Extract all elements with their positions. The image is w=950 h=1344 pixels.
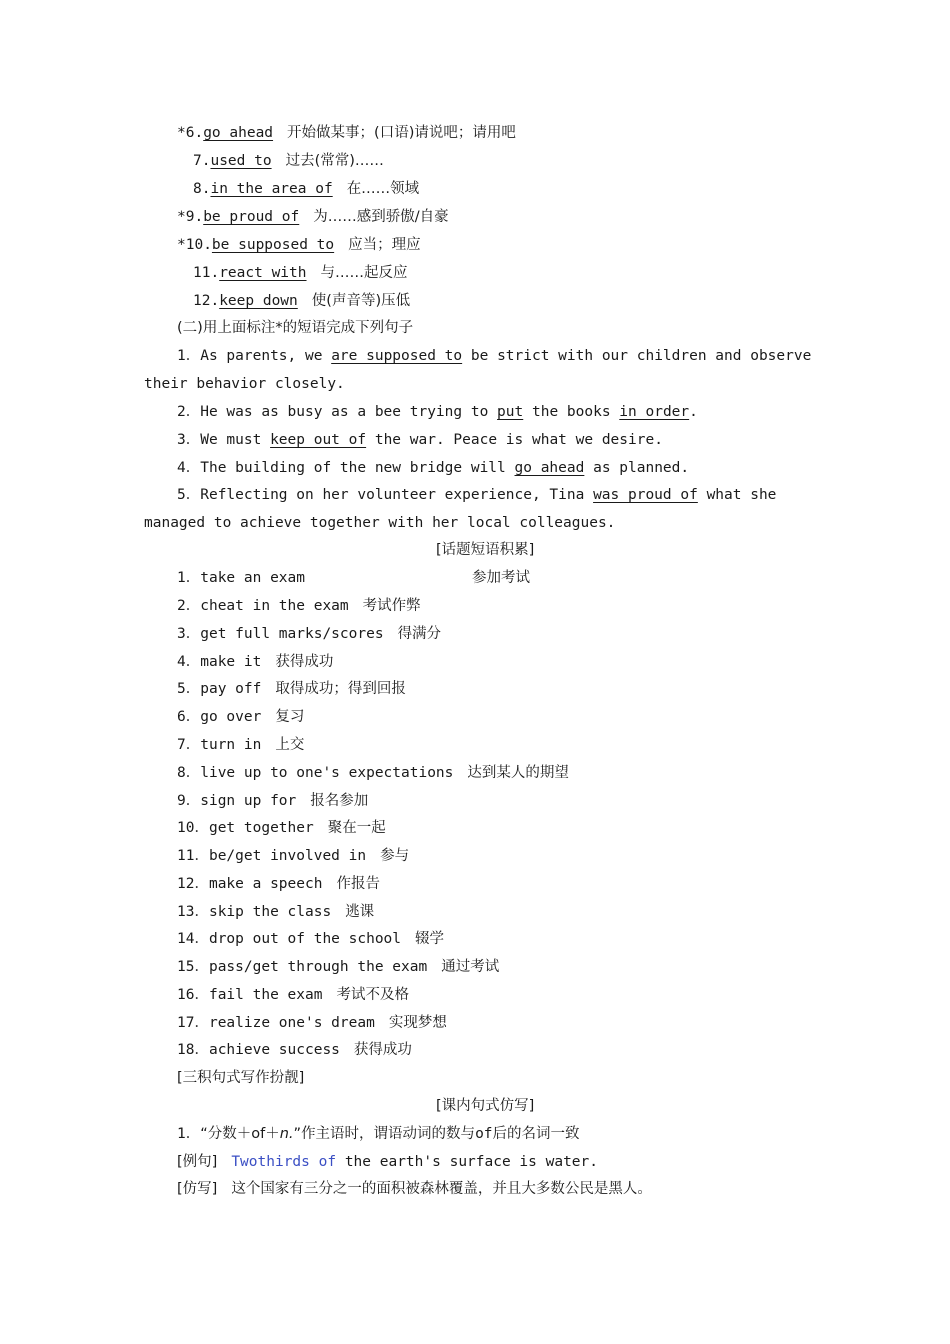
phrase-11: 11.react with 与……起反应 bbox=[193, 265, 408, 281]
topic-heading: [话题短语积累] bbox=[436, 542, 535, 558]
phrase-10: *10.be supposed to 应当；理应 bbox=[177, 237, 421, 253]
pattern-1-rule: 1．“分数＋of＋n.”作主语时，谓语动词的数与of后的名词一致 bbox=[177, 1126, 580, 1142]
sentence-4: 4．The building of the new bridge will go ahead as planned. bbox=[177, 460, 690, 476]
topic-item-10: 10．get together 聚在一起 bbox=[177, 820, 386, 836]
topic-item-2: 2．cheat in the exam 考试作弊 bbox=[177, 598, 421, 614]
sentence-3: 3．We must keep out of the war. Peace is what we desire. bbox=[177, 432, 663, 448]
topic-item-15: 15．pass/get through the exam 通过考试 bbox=[177, 959, 500, 975]
sentence-5-line-1: 5．Reflecting on her volunteer experience, Tina was proud of what she bbox=[177, 487, 777, 503]
topic-item-9: 9．sign up for 报名参加 bbox=[177, 793, 369, 809]
topic-item-11: 11．be/get involved in 参与 bbox=[177, 848, 410, 864]
topic-item-17: 17．realize one's dream 实现梦想 bbox=[177, 1015, 447, 1031]
topic-item-3: 3．get full marks/scores 得满分 bbox=[177, 626, 442, 642]
topic-item-13: 13．skip the class 逃课 bbox=[177, 904, 375, 920]
topic-item-8: 8．live up to one's expectations 达到某人的期望 bbox=[177, 765, 569, 781]
phrase-12: 12.keep down 使(声音等)压低 bbox=[193, 293, 411, 309]
topic-item-7: 7．turn in 上交 bbox=[177, 737, 305, 753]
section-heading-3: [三积句式写作扮靓] bbox=[177, 1070, 305, 1086]
topic-item-14: 14．drop out of the school 辍学 bbox=[177, 931, 445, 947]
sentence-2: 2．He was as busy as a bee trying to put the books in order. bbox=[177, 404, 698, 420]
sentence-1-line-2: their behavior closely. bbox=[144, 376, 345, 392]
topic-item-1: 1．take an exam 参加考试 bbox=[177, 570, 530, 586]
example-sentence: [例句] Twothirds of the earth's surface is water. bbox=[177, 1154, 598, 1170]
sentence-5-line-2: managed to achieve together with her local colleagues. bbox=[144, 515, 616, 531]
topic-item-5: 5．pay off 取得成功；得到回报 bbox=[177, 681, 406, 697]
topic-item-6: 6．go over 复习 bbox=[177, 709, 305, 725]
topic-item-12: 12．make a speech 作报告 bbox=[177, 876, 380, 892]
sentence-1-line-1: 1．As parents, we are supposed to be strict with our children and observe bbox=[177, 348, 812, 364]
imitation-prompt: [仿写] 这个国家有三分之一的面积被森林覆盖，并且大多数公民是黑人。 bbox=[177, 1181, 652, 1197]
phrase-8: 8.in the area of 在……领域 bbox=[193, 181, 420, 197]
phrase-6: *6.go ahead 开始做某事；(口语)请说吧；请用吧 bbox=[177, 125, 516, 141]
phrase-7: 7.used to 过去(常常)…… bbox=[193, 153, 384, 169]
pattern-heading: [课内句式仿写] bbox=[436, 1098, 535, 1114]
section-heading-2: (二)用上面标注*的短语完成下列句子 bbox=[177, 320, 414, 336]
topic-item-18: 18．achieve success 获得成功 bbox=[177, 1042, 412, 1058]
phrase-9: *9.be proud of 为……感到骄傲/自豪 bbox=[177, 209, 449, 225]
topic-item-4: 4．make it 获得成功 bbox=[177, 654, 334, 670]
topic-item-16: 16．fail the exam 考试不及格 bbox=[177, 987, 409, 1003]
